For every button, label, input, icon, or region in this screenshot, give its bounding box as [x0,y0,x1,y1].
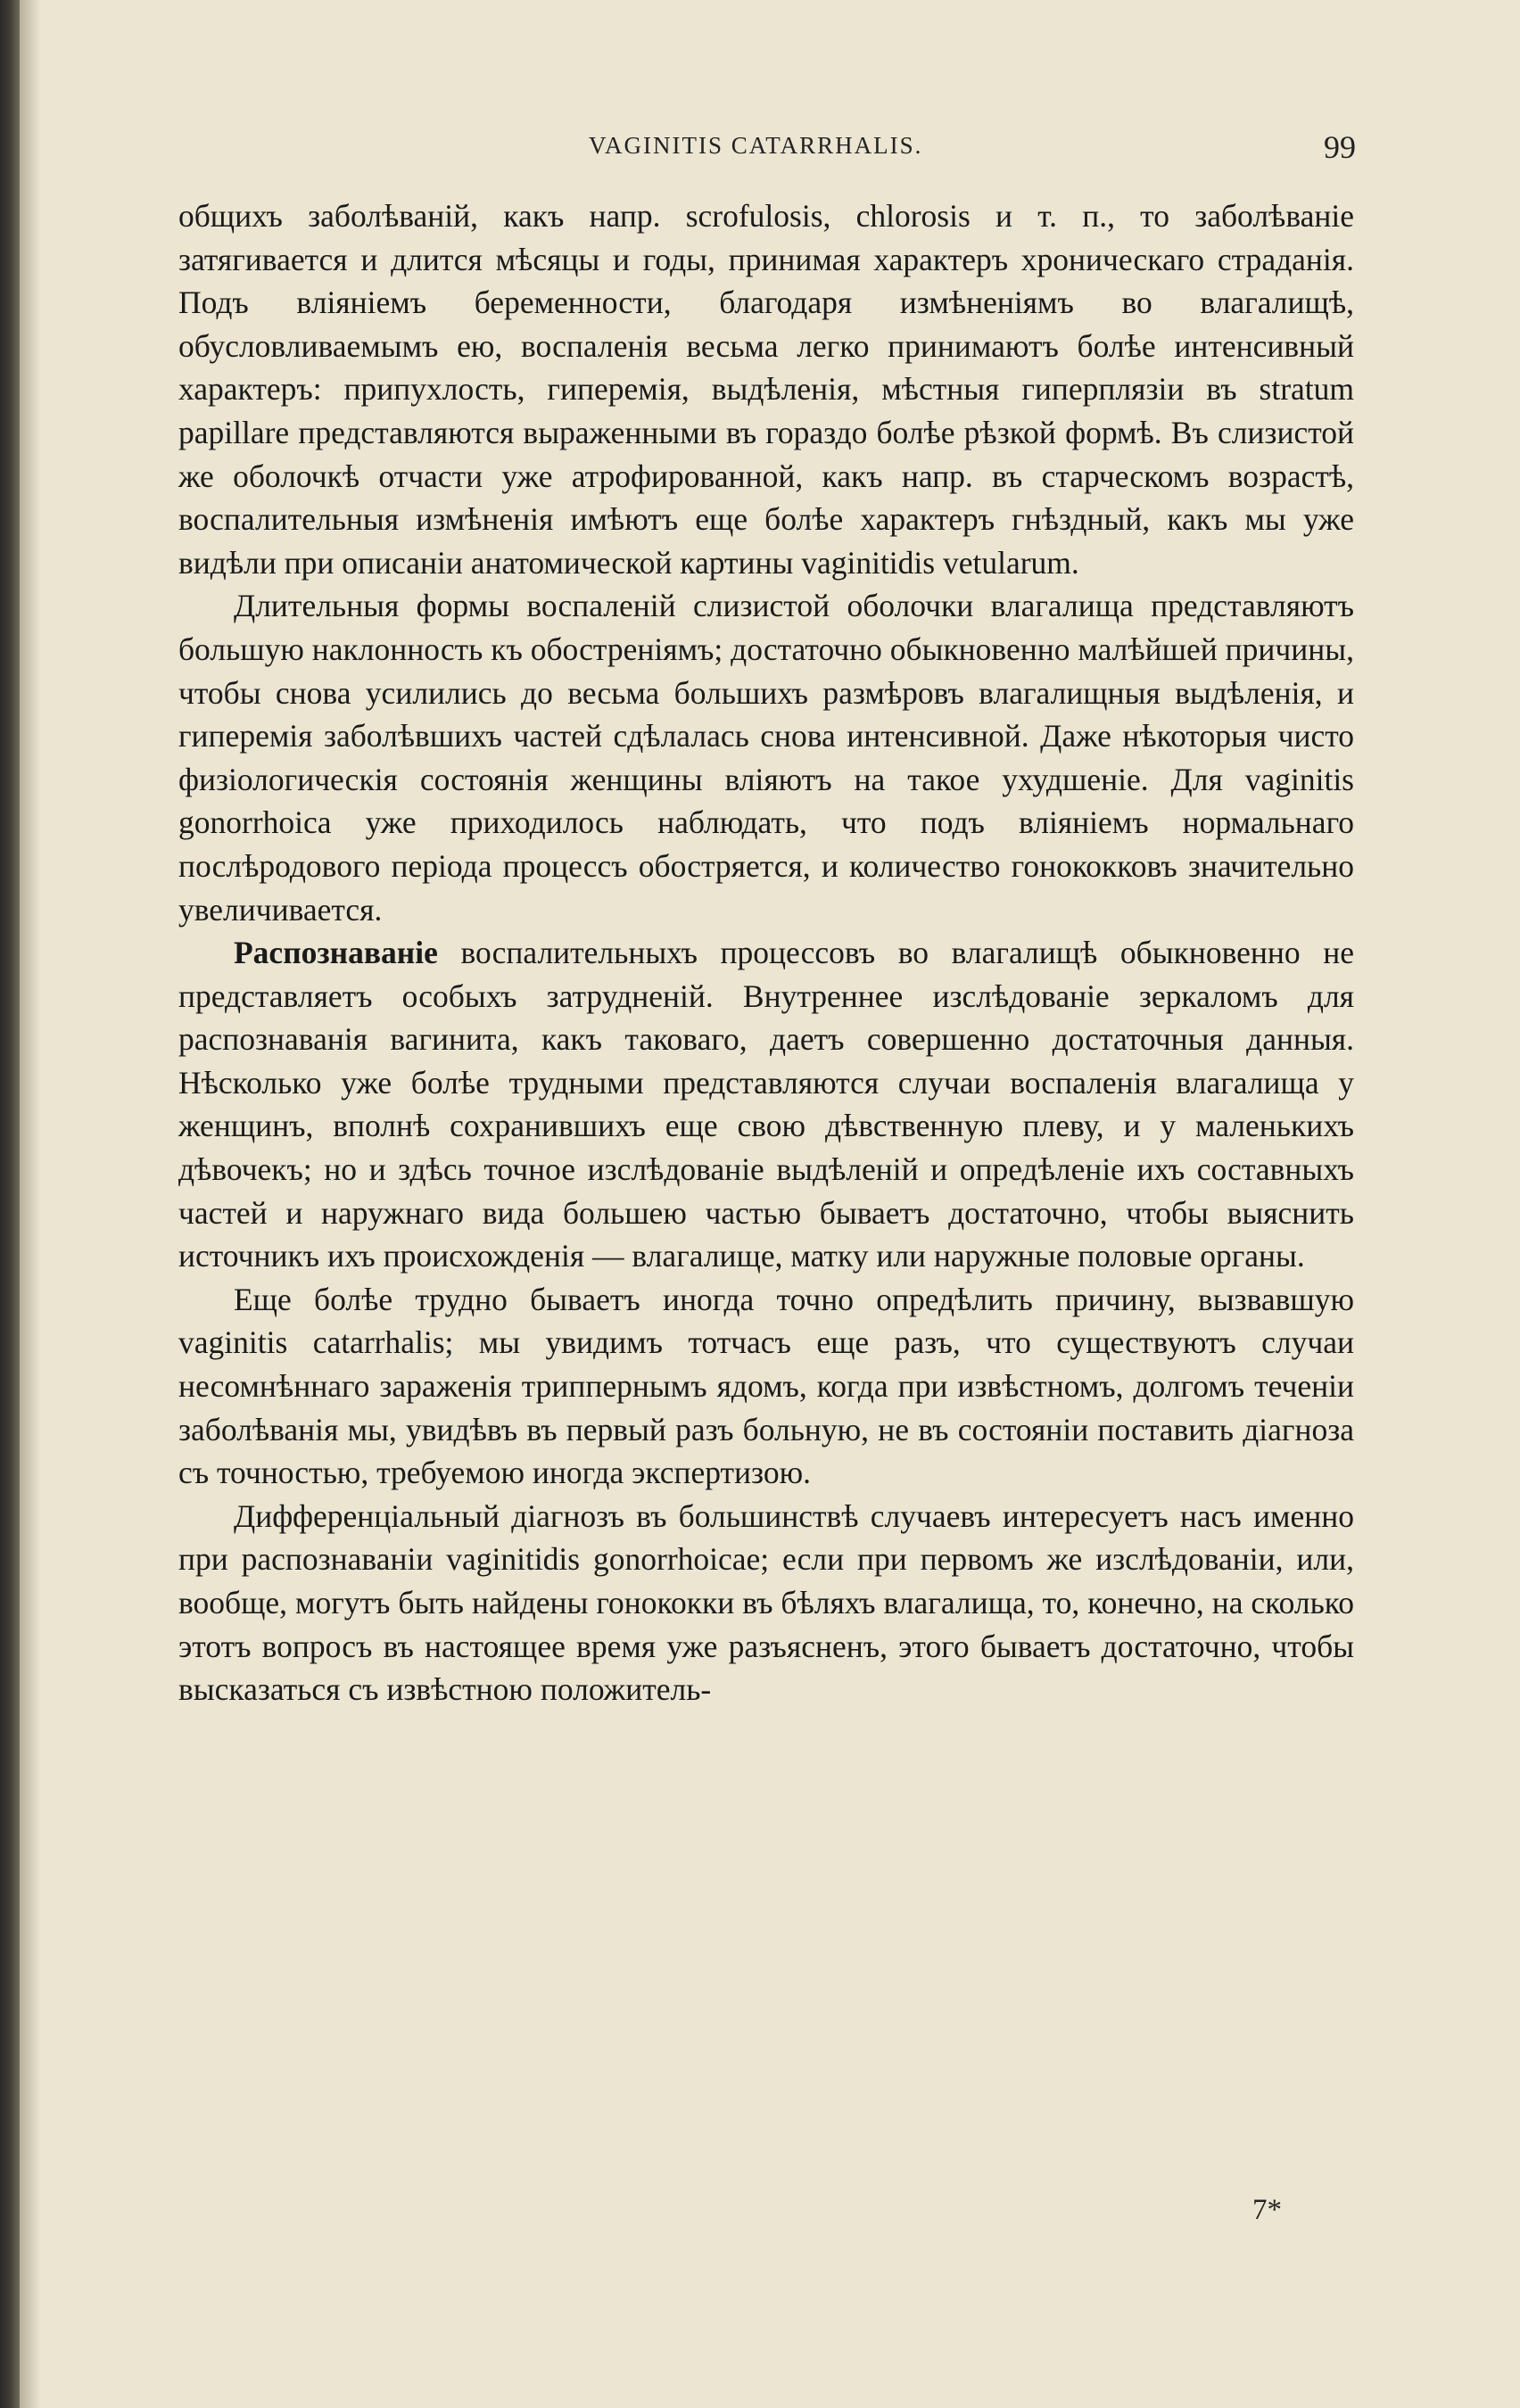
body-text [178,194,1354,1711]
paragraph-4 [178,1278,1354,1495]
paragraph-text: Дифференціальный діагнозъ въ большинствѣ случаевъ интересуетъ насъ именно при распознаваніи vaginitidis gonorrhoicae; если при первомъ же изслѣдованіи, или, вообще, могутъ быть найдены гонококки въ бѣляхъ влагалища, то, конечно, на сколько этотъ вопросъ въ настоящее время уже разъясненъ, этого бываетъ достаточно, чтобы высказаться съ извѣстною положитель- [178,1497,1354,1708]
page-header [178,129,1356,171]
paragraph-2 [178,584,1354,931]
paragraph-text: Длительныя формы воспаленій слизистой оболочки влагалища представляютъ большую наклонность къ обостреніямъ; достаточно обыкновенно малѣйшей причины, чтобы снова усилились до весьма большихъ размѣровъ влагалищныя выдѣленія, и гиперемія заболѣвшихъ частей сдѣлалась снова интенсивной. Даже нѣкоторыя чисто физіологическія состоянія женщины вліяютъ на такое ухудшеніе. Для vaginitis gonorrhoica уже приходилось наблюдать, что подъ вліяніемъ нормальнаго послѣродового періода процессъ обостряется, и количество гонококковъ значительно увеличивается. [178,588,1354,928]
running-head: VAGINITIS CATARRHALIS. [589,132,923,159]
paragraph-1 [178,194,1354,584]
paragraph-text: Еще болѣе трудно бываетъ иногда точно опредѣлить причину, вызвавшую vaginitis catarrhalis; мы увидимъ тотчасъ еще разъ, что существуютъ случаи несомнѣннаго зараженія триппернымъ ядомъ, когда при извѣстномъ, долгомъ теченіи заболѣванія мы, увидѣвъ въ первый разъ больную, не въ состояніи поставить діагноза съ точностью, требуемою иногда экспертизою. [178,1281,1354,1491]
paragraph-text: общихъ заболѣваній, какъ напр. scrofulosis, chlorosis и т. п., то заболѣваніе затягивается и длится мѣсяцы и годы, принимая характеръ хроническаго страданія. Подъ вліяніемъ беременности, благодаря измѣненіямъ во влагалищѣ, обусловливаемымъ ею, воспаленія весьма легко принимаютъ болѣе интенсивный характеръ: припухлость, гиперемія, выдѣленія, мѣстныя гиперплязіи въ stratum papillare представляются выраженными въ гораздо болѣе рѣзкой формѣ. Въ слизистой же оболочкѣ отчасти уже атрофированной, какъ напр. въ старческомъ возрастѣ, воспалительныя измѣненія имѣютъ еще болѣе характеръ гнѣздный, какъ мы уже видѣли при описаніи анатомической картины vaginitidis vetularum. [178,198,1354,581]
paragraph-lead-term: Распознаваніе [234,935,438,971]
paragraph-5 [178,1495,1354,1711]
signature-mark: 7* [1252,2194,1282,2226]
paragraph-3 [178,931,1354,1278]
book-binding-edge [0,0,20,2408]
page-number: 99 [1324,129,1356,165]
paragraph-text: воспалительныхъ процессовъ во влагалищѣ обыкновенно не представляетъ особыхъ затрудненій. Внутреннее изслѣдованіе зеркаломъ для распознаванія вагинита, какъ таковаго, даетъ совершенно достаточныя данныя. Нѣсколько уже болѣе трудными представляются случаи воспаленія влагалища у женщинъ, вполнѣ сохранившихъ еще свою дѣвственную плеву, и у маленькихъ дѣвочекъ; но и здѣсь точное изслѣдованіе выдѣленій и опредѣленіе ихъ составныхъ частей и наружнаго вида большею частью бываетъ достаточно, чтобы выяснить источникъ ихъ происхожденія — влагалище, матку или наружные половые органы. [178,935,1354,1274]
binding-shadow [20,0,41,2408]
